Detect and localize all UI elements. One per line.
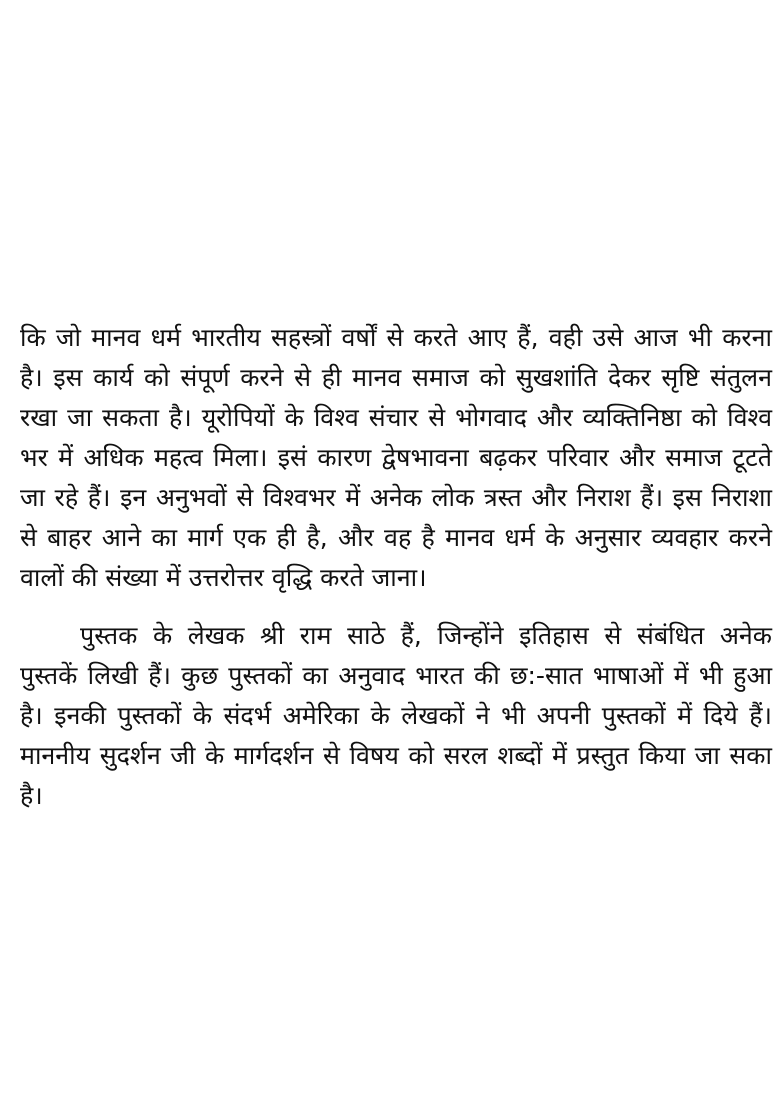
- document-page: [20, 318, 772, 816]
- text-line: है। इनकी पुस्तकों के संदर्भ अमेरिका के लेखकों ने भी अपनी पुस्तकों में दिये हैं।: [20, 701, 772, 730]
- paragraph-1: [20, 318, 772, 598]
- paragraph-2: [20, 616, 772, 816]
- text-line: है।: [20, 781, 43, 810]
- text-line: है। इस कार्य को संपूर्ण करने से ही मानव समाज को सुखशांति देकर सृष्टि संतुलन: [20, 363, 772, 392]
- text-line: से बाहर आने का मार्ग एक ही है, और वह है मानव धर्म के अनुसार व्यवहार करने: [20, 523, 772, 552]
- text-line: वालों की संख्या में उत्तरोत्तर वृद्धि करते जाना।: [20, 563, 427, 592]
- text-line: पुस्तकें लिखी हैं। कुछ पुस्तकों का अनुवाद भारत की छ:-सात भाषाओं में भी हुआ: [20, 661, 772, 690]
- text-line: भर में अधिक महत्व मिला। इसं कारण द्वेषभावना बढ़कर परिवार और समाज टूटते: [20, 443, 772, 472]
- text-line: कि जो मानव धर्म भारतीय सहस्त्रों वर्षों से करते आए हैं, वही उसे आज भी करना: [20, 323, 772, 352]
- text-line: जा रहे हैं। इन अनुभवों से विश्वभर में अनेक लोक त्रस्त और निराश हैं। इस निराशा: [20, 483, 772, 512]
- text-line: रखा जा सकता है। यूरोपियों के विश्व संचार से भोगवाद और व्यक्तिनिष्ठा को विश्व: [20, 403, 772, 432]
- text-line: पुस्तक के लेखक श्री राम साठे हैं, जिन्होंने इतिहास से संबंधित अनेक: [80, 621, 772, 650]
- text-line: माननीय सुदर्शन जी के मार्गदर्शन से विषय को सरल शब्दों में प्रस्तुत किया जा सका: [20, 741, 772, 770]
